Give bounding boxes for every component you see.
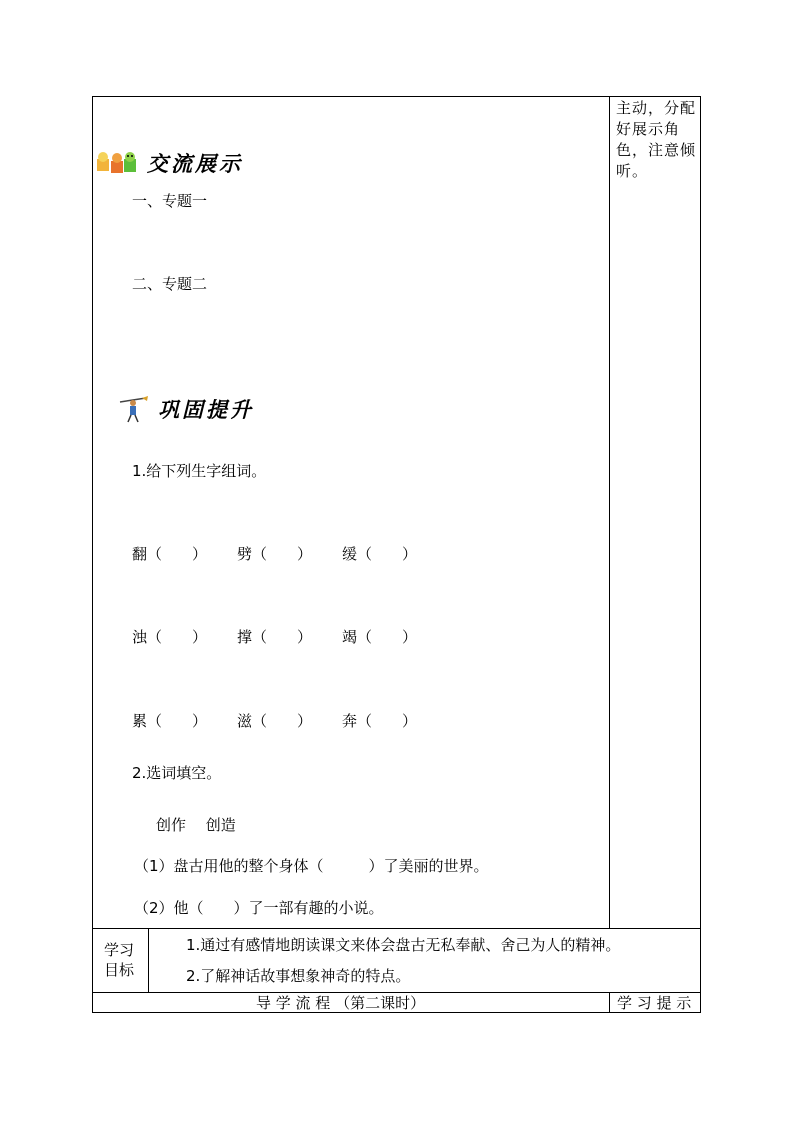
word-choices: 创作 创造 — [156, 816, 236, 834]
word-blank: 奔（ ） — [342, 712, 418, 730]
word-blank: 滋（ ） — [237, 712, 313, 730]
tips-header: 学 习 提 示 — [617, 994, 692, 1012]
section-title-exchange: 交流展示 — [147, 151, 243, 176]
goal-label-line-2: 目标 — [104, 961, 135, 979]
fill-sentence-two: （2）他（ ）了一部有趣的小说。 — [134, 899, 384, 917]
word-blank: 劈（ ） — [237, 545, 313, 563]
word-blank: 竭（ ） — [342, 628, 418, 646]
word-row — [132, 711, 447, 731]
topic-one: 一、专题一 — [132, 192, 208, 210]
word-blank: 浊（ ） — [132, 628, 208, 646]
goal-label — [104, 940, 144, 980]
word-blank: 累（ ） — [132, 712, 208, 730]
goal-label-divider — [148, 928, 149, 993]
section-header-exchange — [95, 148, 243, 178]
word-blank: 缓（ ） — [342, 545, 418, 563]
topic-two: 二、专题二 — [132, 275, 208, 293]
table-left-border — [92, 96, 93, 1013]
word-row — [132, 627, 447, 647]
word-blank: 撑（ ） — [237, 628, 313, 646]
word-blank: 翻（ ） — [132, 545, 208, 563]
process-header: 导 学 流 程 （第二课时） — [256, 994, 426, 1012]
goal-one: 1.通过有感情地朗读课文来体会盘古无私奉献、舍己为人的精神。 — [186, 936, 621, 954]
section-title-consolidate: 巩固提升 — [158, 397, 254, 422]
table-column-divider-upper — [609, 96, 610, 929]
goal-two: 2.了解神话故事想象神奇的特点。 — [186, 967, 411, 985]
kids-icon — [95, 149, 139, 177]
question-one: 1.给下列生字组词。 — [132, 462, 267, 480]
side-tip-text: 主动，分配好展示角色，注意倾听。 — [616, 99, 697, 180]
fill-sentence-one: （1）盘古用他的整个身体（ ）了美丽的世界。 — [134, 857, 489, 875]
section-header-consolidate — [116, 394, 254, 424]
word-row — [132, 544, 447, 564]
question-two: 2.选词填空。 — [132, 764, 222, 782]
goal-label-line-1: 学习 — [104, 941, 135, 959]
table-right-border — [700, 96, 701, 1013]
table-column-divider-footer — [609, 992, 610, 1013]
hero-icon — [116, 394, 150, 424]
